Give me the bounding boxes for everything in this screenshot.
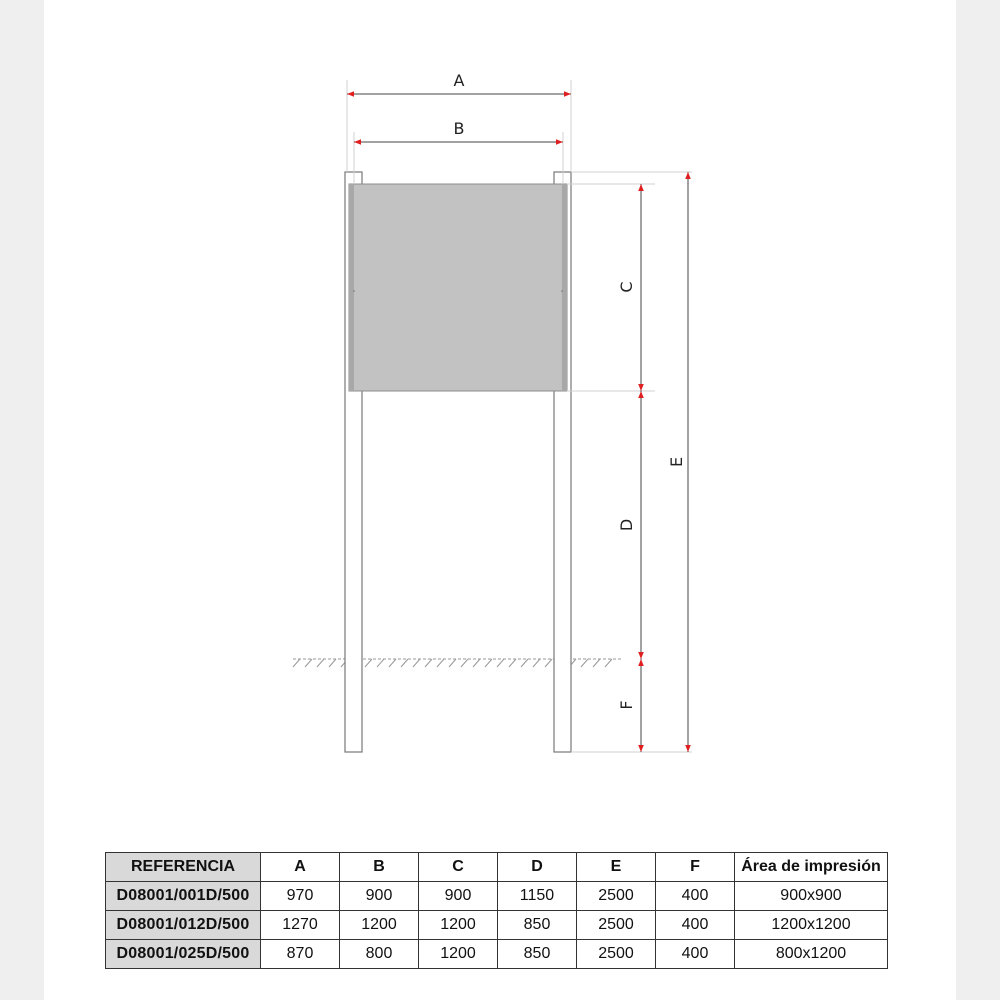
ground-hatch-mark — [605, 659, 612, 667]
cell-d: 850 — [498, 911, 577, 940]
cell-area: 900x900 — [735, 882, 888, 911]
cell-d: 1150 — [498, 882, 577, 911]
ground-hatch-mark — [365, 659, 372, 667]
cell-d: 850 — [498, 940, 577, 969]
header-e: E — [577, 853, 656, 882]
table-header-row — [106, 853, 888, 882]
dimension-b-label: B — [453, 119, 465, 138]
dimension-c-label: C — [617, 281, 636, 293]
ground-hatch-mark — [449, 659, 456, 667]
header-a: A — [261, 853, 340, 882]
specifications-table — [105, 852, 888, 969]
ground-hatch-mark — [425, 659, 432, 667]
cell-f: 400 — [656, 882, 735, 911]
cell-b: 1200 — [340, 911, 419, 940]
dimension-d — [617, 391, 641, 659]
cell-f: 400 — [656, 911, 735, 940]
table-row — [106, 940, 888, 969]
dimension-b — [354, 119, 563, 142]
ground-hatch-mark — [533, 659, 540, 667]
ground-hatch-mark — [377, 659, 384, 667]
ground-hatch-mark — [413, 659, 420, 667]
extension-lines — [347, 80, 692, 752]
cell-b: 900 — [340, 882, 419, 911]
cell-referencia: D08001/012D/500 — [106, 911, 261, 940]
cell-area: 800x1200 — [735, 940, 888, 969]
dimension-f — [617, 659, 641, 752]
cell-f: 400 — [656, 940, 735, 969]
header-b: B — [340, 853, 419, 882]
dimension-e-label: E — [667, 456, 686, 468]
ground-hatch-mark — [293, 659, 300, 667]
ground-hatch-mark — [509, 659, 516, 667]
cell-a: 870 — [261, 940, 340, 969]
ground-hatch-mark — [497, 659, 504, 667]
cell-c: 1200 — [419, 911, 498, 940]
ground-hatch-mark — [317, 659, 324, 667]
cell-e: 2500 — [577, 940, 656, 969]
ground-hatch-mark — [329, 659, 336, 667]
sign-panel — [349, 184, 567, 391]
cell-b: 800 — [340, 940, 419, 969]
ground-hatch-mark — [401, 659, 408, 667]
dimension-a-label: A — [453, 71, 465, 90]
header-area-impresion: Área de impresión — [735, 853, 888, 882]
cell-referencia: D08001/025D/500 — [106, 940, 261, 969]
cell-e: 2500 — [577, 882, 656, 911]
cell-c: 900 — [419, 882, 498, 911]
cell-a: 970 — [261, 882, 340, 911]
ground-hatch-mark — [437, 659, 444, 667]
ground-hatch-mark — [485, 659, 492, 667]
ground-hatch-mark — [389, 659, 396, 667]
ground-hatch-mark — [581, 659, 588, 667]
ground-hatch-mark — [545, 659, 552, 667]
cell-a: 1270 — [261, 911, 340, 940]
header-referencia: REFERENCIA — [106, 853, 261, 882]
dimension-d-label: D — [617, 518, 636, 532]
dimension-e — [667, 172, 688, 752]
ground-line — [293, 659, 622, 667]
ground-hatch-mark — [521, 659, 528, 667]
header-d: D — [498, 853, 577, 882]
cell-c: 1200 — [419, 940, 498, 969]
header-c: C — [419, 853, 498, 882]
cell-e: 2500 — [577, 911, 656, 940]
table-row — [106, 882, 888, 911]
table-row — [106, 911, 888, 940]
ground-hatch-mark — [593, 659, 600, 667]
dimension-c — [617, 184, 641, 391]
ground-hatch-mark — [461, 659, 468, 667]
cell-referencia: D08001/001D/500 — [106, 882, 261, 911]
ground-hatch-mark — [305, 659, 312, 667]
dimension-a — [347, 71, 571, 94]
cell-area: 1200x1200 — [735, 911, 888, 940]
header-f: F — [656, 853, 735, 882]
dimension-f-label: F — [617, 700, 636, 710]
ground-hatch-mark — [473, 659, 480, 667]
